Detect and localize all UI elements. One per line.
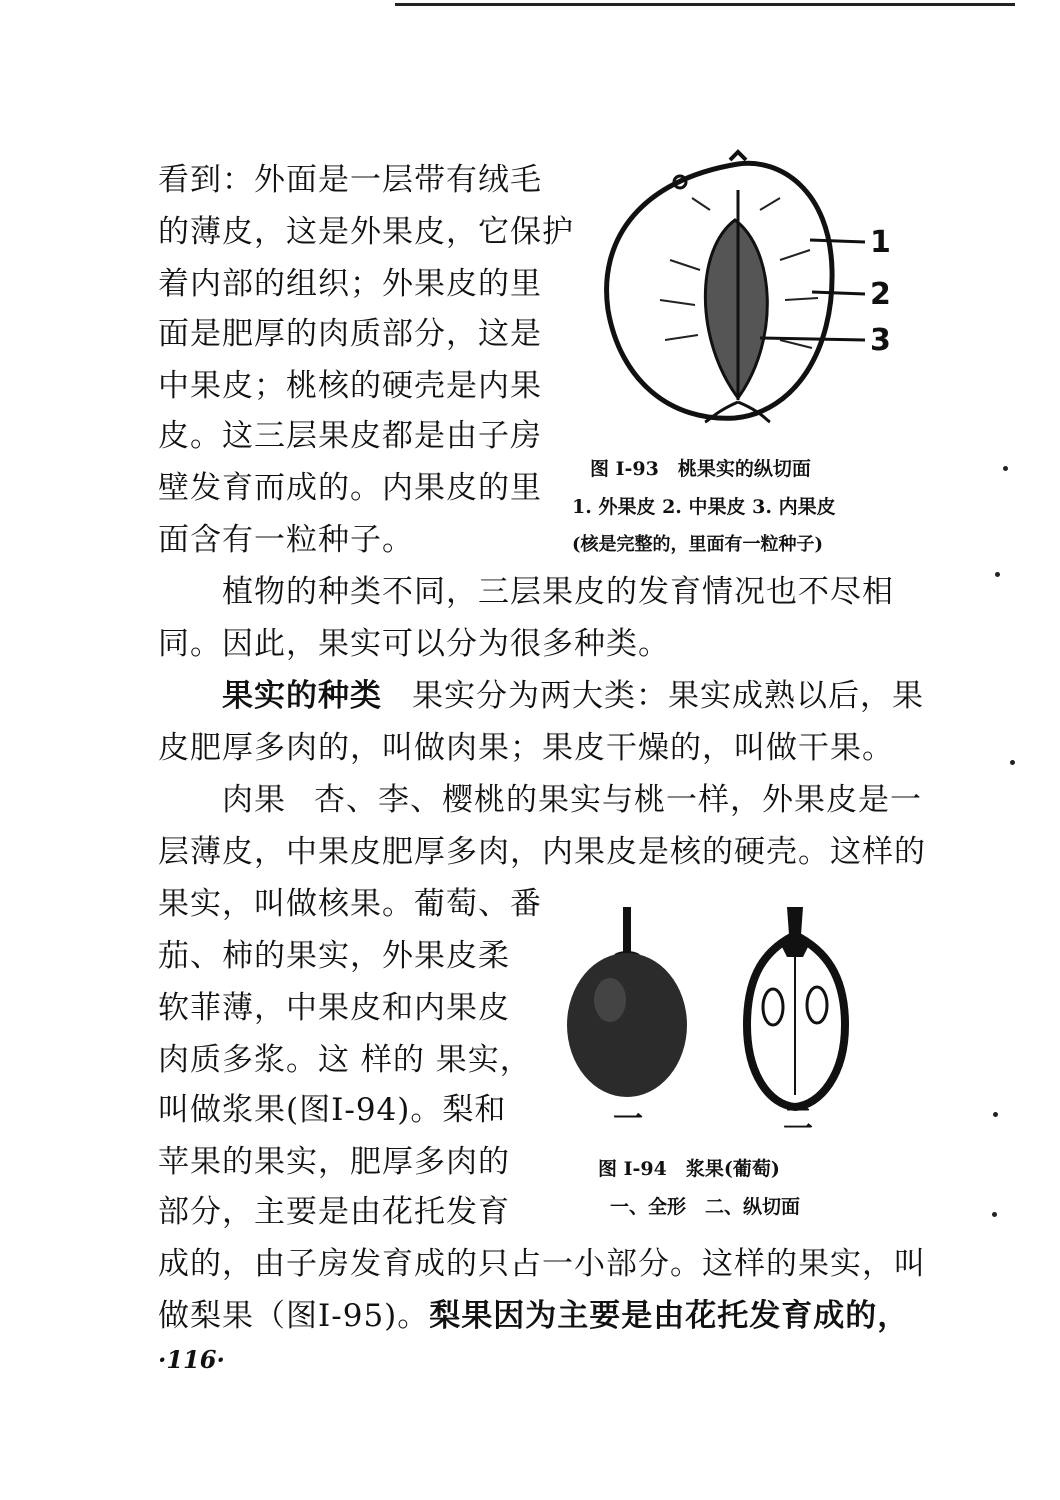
page-number: ·116· [158, 1345, 225, 1374]
text-line: 肉质多浆。这 样的 果实， [158, 1042, 532, 1078]
figure-94-grape-section [725, 895, 865, 1135]
text-line: 叫做浆果(图I-94)。梨和 [158, 1092, 507, 1128]
text-line: 部分，主要是由花托发育 [158, 1194, 510, 1230]
text-line: 面含有一粒种子。 [158, 522, 414, 558]
figure-94-legend: 一、全形 二、纵切面 [610, 1196, 801, 1218]
text-line: 做梨果（图I-95)。梨果因为主要是由花托发育成的， [158, 1298, 910, 1334]
text-line: 果实，叫做核果。葡萄、番 [158, 886, 542, 922]
figure-94-caption: 图 I-94 浆果(葡萄) [598, 1158, 780, 1180]
text-line: 看到：外面是一层带有绒毛 [158, 162, 542, 198]
figure-93-peach-section [580, 150, 910, 440]
scan-speck [993, 1112, 998, 1117]
text-line: 壁发育而成的。内果皮的里 [158, 470, 542, 506]
scan-speck [992, 1212, 997, 1217]
text-line: 的薄皮，这是外果皮，它保护 [158, 214, 574, 250]
text-line: 着内部的组织；外果皮的里 [158, 266, 542, 302]
heading-fleshy-fruit: 肉果 [222, 782, 286, 818]
text-line: 皮。这三层果皮都是由子房 [158, 418, 542, 454]
text-line: 苹果的果实，肥厚多肉的 [158, 1144, 510, 1180]
text-line: 软菲薄，中果皮和内果皮 [158, 990, 510, 1026]
text-line: 肉果 杏、李、樱桃的果实与桃一样，外果皮是一 [222, 782, 922, 818]
figure-93-caption: 图 I-93 桃果实的纵切面 [590, 458, 811, 480]
figure-93-legend: 1. 外果皮 2. 中果皮 3. 内果皮 [572, 496, 836, 518]
text-line: 皮肥厚多肉的，叫做肉果；果皮干燥的，叫做干果。 [158, 730, 894, 766]
text-line: 果实的种类 果实分为两大类：果实成熟以后，果 [222, 678, 924, 714]
text-line: 成的，由子房发育成的只占一小部分。这样的果实，叫 [158, 1246, 926, 1282]
figure-93-label: 2 [870, 277, 891, 312]
figure-94-label: 二 [783, 1102, 813, 1137]
text-line: 茄、柿的果实，外果皮柔 [158, 938, 510, 974]
figure-93-label: 3 [870, 323, 891, 358]
text-line: 同。因此，果实可以分为很多种类。 [158, 626, 670, 662]
scan-speck [1003, 466, 1008, 471]
top-rule [395, 3, 1015, 6]
figure-93-label: 1 [870, 225, 891, 260]
text-line: 层薄皮，中果皮肥厚多肉，内果皮是核的硬壳。这样的 [158, 834, 926, 870]
figure-94-grape-whole [565, 905, 695, 1135]
scan-speck [995, 572, 1000, 577]
figure-93-note: (核是完整的，里面有一粒种子) [572, 534, 824, 555]
heading-fruit-types: 果实的种类 [222, 678, 382, 714]
text-line: 中果皮；桃核的硬壳是内果 [158, 368, 542, 404]
figure-94-label: 一 [613, 1102, 643, 1137]
scan-speck [1010, 760, 1015, 765]
text-line: 面是肥厚的肉质部分，这是 [158, 316, 542, 352]
text-line: 植物的种类不同，三层果皮的发育情况也不尽相 [222, 574, 894, 610]
